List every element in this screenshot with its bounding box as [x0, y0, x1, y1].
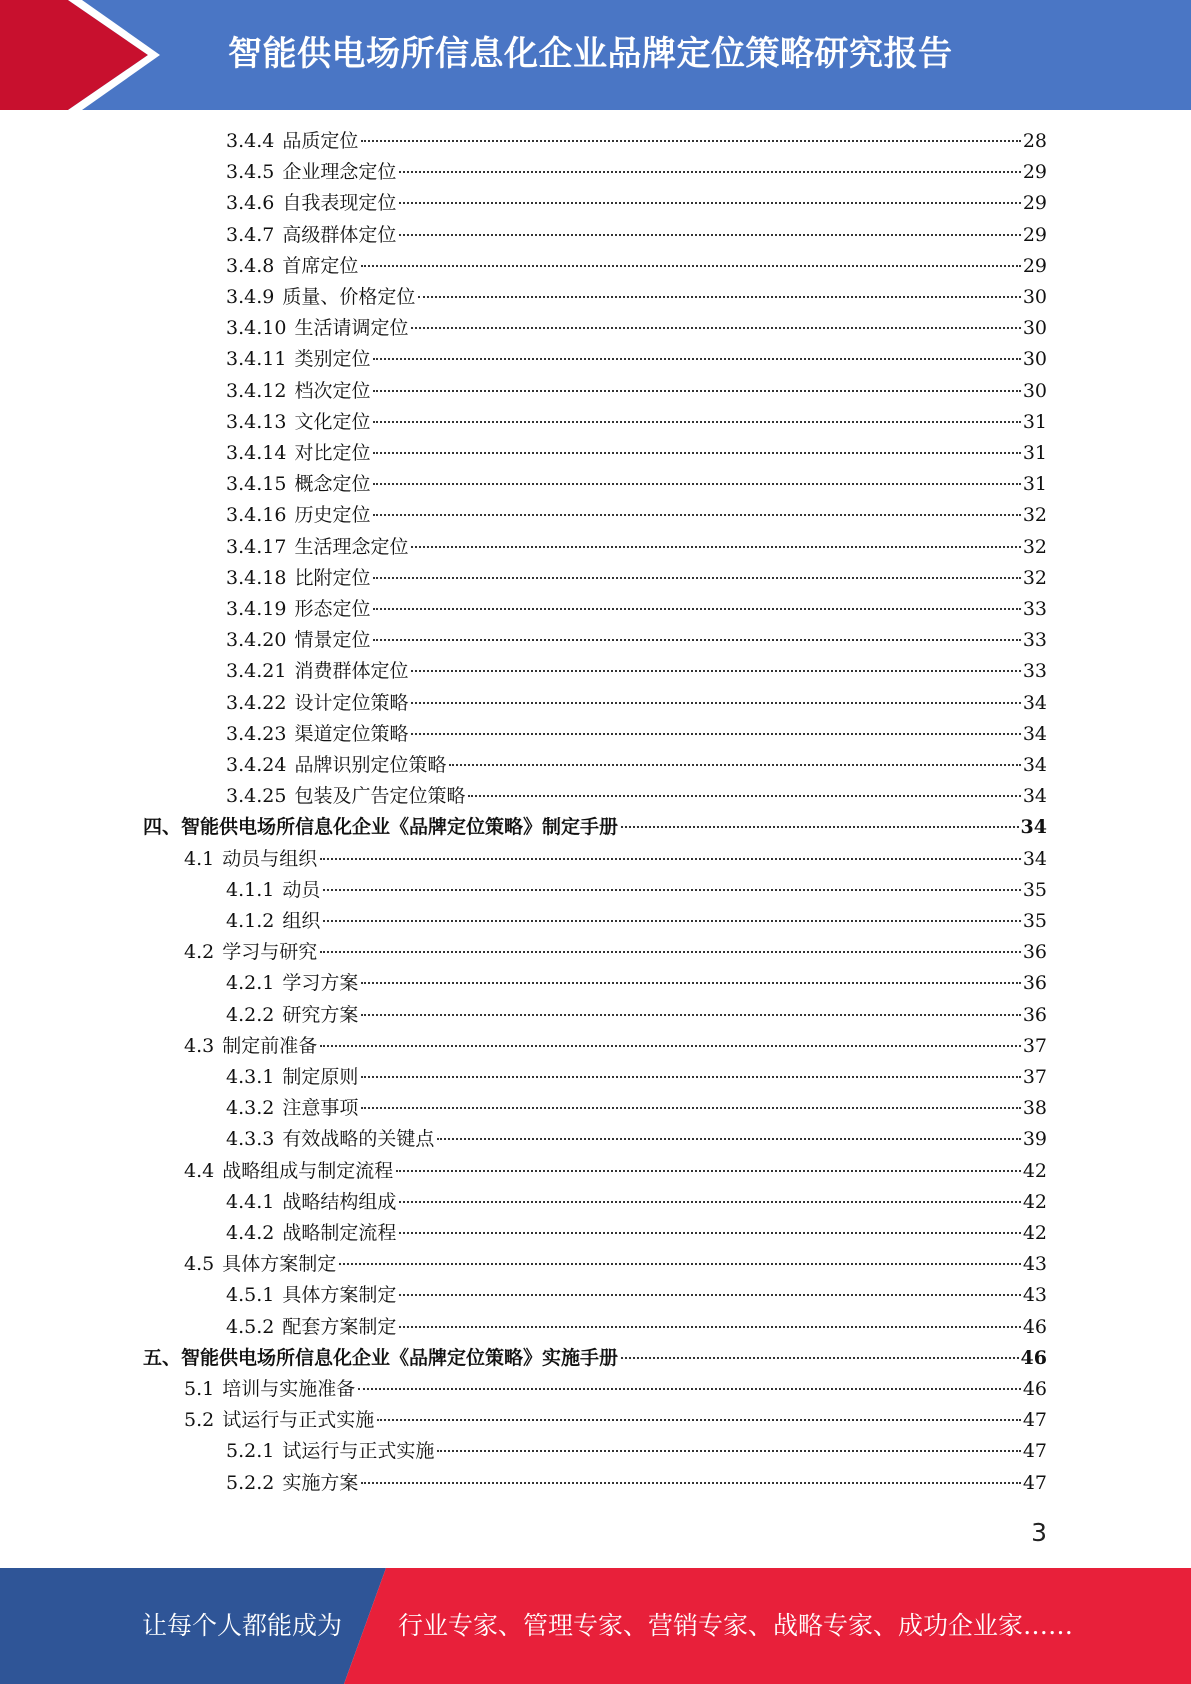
- toc-entry[interactable]: [226, 594, 1047, 625]
- toc-entry-title: 具体方案制定: [282, 1284, 397, 1307]
- toc-entry-title: 形态定位: [294, 598, 371, 620]
- header-arrow-icon: [0, 0, 160, 110]
- toc-dot-leader: [373, 608, 1020, 610]
- toc-entry[interactable]: [226, 126, 1047, 157]
- toc-entry-page: 46: [1022, 1378, 1047, 1400]
- toc-entry-page: 32: [1022, 504, 1047, 527]
- toc-dot-leader: [411, 733, 1020, 735]
- toc-entry-title: 比附定位: [294, 566, 371, 589]
- toc-entry-title: 渠道定位策略: [294, 722, 409, 745]
- toc-entry[interactable]: [226, 1187, 1047, 1218]
- toc-entry-title: 具体方案制定: [222, 1253, 337, 1276]
- toc-entry-number: 3.4.10: [226, 317, 287, 340]
- toc-entry-page: 32: [1022, 566, 1047, 589]
- toc-entry-page: 47: [1022, 1440, 1047, 1463]
- toc-entry-title: 学习与研究: [222, 941, 318, 964]
- toc-entry[interactable]: [226, 438, 1047, 469]
- toc-entry-title: 注意事项: [282, 1097, 359, 1120]
- toc-entry-title: 情景定位: [294, 629, 371, 652]
- toc-entry-page: 43: [1022, 1284, 1047, 1307]
- toc-entry-number: 3.4.4: [226, 130, 275, 152]
- toc-dot-leader: [411, 327, 1020, 329]
- toc-entry-title: 四、智能供电场所信息化企业《品牌定位策略》制定手册: [143, 816, 619, 839]
- toc-entry-number: 4.3.1: [226, 1066, 275, 1088]
- toc-entry[interactable]: [226, 1124, 1047, 1155]
- toc-entry-title: 包装及广告定位策略: [294, 785, 466, 808]
- toc-entry-number: 4.3.3: [226, 1128, 275, 1151]
- toc-dot-leader: [411, 546, 1020, 548]
- toc-entry-number: 3.4.25: [226, 785, 287, 808]
- toc-entry-page: 30: [1022, 379, 1047, 402]
- toc-dot-leader: [399, 234, 1020, 236]
- toc-entry-title: 档次定位: [294, 379, 371, 402]
- toc-entry[interactable]: [184, 1031, 1047, 1062]
- toc-entry-page: 33: [1022, 629, 1047, 652]
- toc-entry-title: 战略结构组成: [282, 1190, 397, 1213]
- toc-entry-number: 3.4.13: [226, 410, 287, 433]
- toc-entry[interactable]: [226, 1280, 1047, 1311]
- footer-slogan-left: 让每个人都能成为: [142, 1611, 343, 1640]
- toc-entry-title: 历史定位: [294, 504, 371, 527]
- toc-entry-page: 30: [1022, 286, 1047, 308]
- toc-entry-page: 34: [1022, 754, 1047, 776]
- toc-dot-leader: [358, 1388, 1021, 1390]
- toc-entry[interactable]: [184, 1249, 1047, 1280]
- toc-entry-page: 46: [1022, 1315, 1047, 1338]
- toc-entry-number: 5.2.2: [226, 1471, 275, 1494]
- toc-dot-leader: [373, 421, 1020, 423]
- toc-dot-leader: [437, 1450, 1020, 1452]
- toc-entry-title: 对比定位: [294, 442, 371, 464]
- toc-dot-leader: [468, 795, 1020, 797]
- toc-dot-leader: [373, 390, 1020, 392]
- toc-entry-page: 34: [1022, 691, 1047, 714]
- toc-dot-leader: [361, 1076, 1020, 1078]
- toc-entry[interactable]: [226, 1218, 1047, 1249]
- report-title: 智能供电场所信息化企业品牌定位策略研究报告: [228, 34, 953, 74]
- toc-entry[interactable]: [226, 1312, 1047, 1343]
- toc-entry-page: 29: [1022, 161, 1047, 184]
- toc-dot-leader: [411, 702, 1020, 704]
- toc-entry-page: 29: [1022, 254, 1047, 277]
- toc-entry[interactable]: [184, 1374, 1047, 1405]
- toc-entry[interactable]: [226, 1062, 1047, 1093]
- toc-entry-title: 类别定位: [294, 348, 371, 371]
- toc-entry[interactable]: [143, 812, 1047, 843]
- toc-dot-leader: [399, 1201, 1020, 1203]
- toc-entry[interactable]: [226, 875, 1047, 906]
- page-header: [0, 0, 1191, 110]
- toc-entry-number: 5.2: [184, 1409, 215, 1432]
- toc-entry-page: 38: [1022, 1097, 1047, 1120]
- toc-entry-page: 31: [1022, 442, 1047, 464]
- toc-dot-leader: [621, 1357, 1019, 1359]
- toc-entry[interactable]: [226, 781, 1047, 812]
- toc-entry-number: 3.4.5: [226, 161, 275, 184]
- toc-entry-number: 4.2.1: [226, 972, 275, 995]
- toc-entry-title: 文化定位: [294, 410, 371, 433]
- toc-entry-title: 配套方案制定: [282, 1315, 397, 1338]
- toc-entry-page: 30: [1022, 317, 1047, 340]
- toc-dot-leader: [320, 951, 1021, 953]
- toc-dot-leader: [437, 1138, 1020, 1140]
- toc-entry[interactable]: [226, 532, 1047, 563]
- toc-entry-page: 33: [1022, 598, 1047, 620]
- toc-entry-number: 3.4.16: [226, 504, 287, 527]
- toc-entry-page: 36: [1022, 941, 1047, 964]
- toc-entry[interactable]: [226, 344, 1047, 375]
- toc-entry[interactable]: [226, 220, 1047, 251]
- toc-dot-leader: [396, 1170, 1021, 1172]
- toc-entry-number: 3.4.24: [226, 754, 287, 776]
- toc-entry[interactable]: [143, 1343, 1047, 1374]
- toc-entry[interactable]: [226, 251, 1047, 282]
- toc-entry-title: 动员: [282, 878, 321, 901]
- toc-entry[interactable]: [226, 968, 1047, 999]
- toc-entry[interactable]: [226, 1436, 1047, 1467]
- toc-entry-page: 34: [1022, 785, 1047, 808]
- toc-entry[interactable]: [226, 688, 1047, 719]
- toc-entry-number: 3.4.19: [226, 598, 287, 620]
- toc-entry-title: 试运行与正式实施: [222, 1409, 375, 1432]
- toc-entry-page: 34: [1022, 722, 1047, 745]
- toc-entry-page: 29: [1022, 223, 1047, 246]
- toc-entry[interactable]: [184, 937, 1047, 968]
- toc-entry-number: 4.2: [184, 941, 215, 964]
- toc-entry-title: 生活理念定位: [294, 535, 409, 558]
- page-number: 3: [1031, 1518, 1047, 1547]
- toc-entry[interactable]: [226, 719, 1047, 750]
- toc-entry-page: 29: [1022, 192, 1047, 215]
- toc-entry-title: 质量、价格定位: [282, 286, 416, 308]
- toc-dot-leader: [323, 920, 1020, 922]
- toc-entry-title: 消费群体定位: [294, 660, 409, 683]
- toc-entry-title: 培训与实施准备: [222, 1378, 356, 1400]
- toc-entry-title: 学习方案: [282, 972, 359, 995]
- toc-entry-page: 32: [1022, 535, 1047, 558]
- toc-entry-title: 企业理念定位: [282, 161, 397, 184]
- toc-entry-title: 品质定位: [282, 130, 359, 152]
- toc-entry[interactable]: [226, 906, 1047, 937]
- toc-entry-number: 3.4.17: [226, 535, 287, 558]
- toc-dot-leader: [339, 1263, 1021, 1265]
- toc-dot-leader: [373, 514, 1020, 516]
- toc-entry-title: 试运行与正式实施: [282, 1440, 435, 1463]
- toc-entry-number: 4.4: [184, 1159, 215, 1182]
- toc-entry-title: 研究方案: [282, 1003, 359, 1026]
- toc-entry-title: 制定前准备: [222, 1034, 318, 1057]
- toc-dot-leader: [373, 358, 1020, 360]
- toc-entry-page: 34: [1020, 816, 1047, 839]
- toc-entry[interactable]: [226, 750, 1047, 781]
- toc-dot-leader: [373, 639, 1020, 641]
- toc-dot-leader: [399, 1326, 1020, 1328]
- toc-entry-page: 42: [1022, 1190, 1047, 1213]
- toc-entry[interactable]: [184, 1405, 1047, 1436]
- toc-entry-title: 组织: [282, 910, 321, 932]
- toc-entry-number: 3.4.12: [226, 379, 287, 402]
- toc-entry-page: 34: [1022, 847, 1047, 870]
- toc-entry-title: 有效战略的关键点: [282, 1128, 435, 1151]
- toc-entry-number: 4.4.2: [226, 1222, 275, 1244]
- toc-entry-number: 4.4.1: [226, 1190, 275, 1213]
- toc-entry-page: 31: [1022, 410, 1047, 433]
- toc-entry[interactable]: [226, 1468, 1047, 1499]
- toc-entry-number: 3.4.23: [226, 722, 287, 745]
- toc-entry-page: 36: [1022, 972, 1047, 995]
- toc-entry-number: 5.1: [184, 1378, 215, 1400]
- toc-entry-title: 设计定位策略: [294, 691, 409, 714]
- toc-entry-title: 品牌识别定位策略: [294, 754, 447, 776]
- toc-entry[interactable]: [184, 844, 1047, 875]
- toc-entry-page: 39: [1022, 1128, 1047, 1151]
- toc-entry-number: 3.4.6: [226, 192, 275, 215]
- toc-dot-leader: [361, 1014, 1020, 1016]
- toc-entry[interactable]: [226, 407, 1047, 438]
- toc-entry-page: 37: [1022, 1066, 1047, 1088]
- toc-entry-title: 战略组成与制定流程: [222, 1159, 394, 1182]
- toc-entry[interactable]: [226, 563, 1047, 594]
- toc-entry-number: 5.2.1: [226, 1440, 275, 1463]
- toc-dot-leader: [399, 1232, 1020, 1234]
- toc-entry[interactable]: [226, 188, 1047, 219]
- toc-dot-leader: [449, 764, 1020, 766]
- toc-entry-number: 4.5: [184, 1253, 215, 1276]
- toc-dot-leader: [361, 140, 1020, 142]
- toc-dot-leader: [320, 858, 1021, 860]
- toc-entry-title: 战略制定流程: [282, 1222, 397, 1244]
- toc-entry[interactable]: [184, 1156, 1047, 1187]
- toc-dot-leader: [361, 265, 1020, 267]
- toc-dot-leader: [323, 889, 1020, 891]
- toc-entry-page: 42: [1022, 1159, 1047, 1182]
- toc-entry-number: 3.4.21: [226, 660, 287, 683]
- toc-entry-page: 36: [1022, 1003, 1047, 1026]
- toc-entry-title: 实施方案: [282, 1471, 359, 1494]
- toc-dot-leader: [361, 1482, 1020, 1484]
- toc-entry-number: 4.1.1: [226, 878, 275, 901]
- toc-entry-number: 4.3.2: [226, 1097, 275, 1120]
- toc-entry[interactable]: [226, 500, 1047, 531]
- toc-dot-leader: [373, 483, 1020, 485]
- toc-dot-leader: [621, 826, 1019, 828]
- toc-entry-title: 概念定位: [294, 473, 371, 496]
- toc-entry[interactable]: [226, 282, 1047, 313]
- toc-entry-page: 35: [1022, 910, 1047, 932]
- toc-entry-page: 35: [1022, 878, 1047, 901]
- toc-entry-page: 33: [1022, 660, 1047, 683]
- toc-entry-number: 3.4.20: [226, 629, 287, 652]
- toc-entry[interactable]: [226, 376, 1047, 407]
- toc-entry-number: 4.2.2: [226, 1003, 275, 1026]
- toc-entry-number: 3.4.18: [226, 566, 287, 589]
- toc-entry-number: 3.4.7: [226, 223, 275, 246]
- page-footer: [0, 1568, 1191, 1684]
- toc-entry[interactable]: [226, 1093, 1047, 1124]
- toc-entry-number: 4.1.2: [226, 910, 275, 932]
- toc-dot-leader: [361, 982, 1020, 984]
- toc-entry-page: 43: [1022, 1253, 1047, 1276]
- toc-entry-page: 47: [1022, 1471, 1047, 1494]
- toc-entry[interactable]: [226, 625, 1047, 656]
- toc-entry-title: 首席定位: [282, 254, 359, 277]
- toc-entry-page: 37: [1022, 1034, 1047, 1057]
- toc-entry-number: 3.4.9: [226, 286, 275, 308]
- toc-dot-leader: [418, 296, 1020, 298]
- toc-entry-page: 30: [1022, 348, 1047, 371]
- toc-dot-leader: [399, 202, 1020, 204]
- toc-entry[interactable]: [226, 313, 1047, 344]
- toc-dot-leader: [411, 670, 1020, 672]
- toc-entry-page: 31: [1022, 473, 1047, 496]
- toc-entry-title: 五、智能供电场所信息化企业《品牌定位策略》实施手册: [143, 1346, 619, 1369]
- toc-entry-page: 46: [1020, 1346, 1047, 1369]
- toc-entry-title: 生活请调定位: [294, 317, 409, 340]
- toc-entry[interactable]: [226, 1000, 1047, 1031]
- toc-entry-number: 3.4.15: [226, 473, 287, 496]
- toc-dot-leader: [320, 1045, 1021, 1047]
- toc-entry-title: 动员与组织: [222, 847, 318, 870]
- toc-entry-number: 4.1: [184, 847, 215, 870]
- toc-entry-title: 高级群体定位: [282, 223, 397, 246]
- toc-dot-leader: [399, 171, 1020, 173]
- footer-slogan-right: 行业专家、管理专家、营销专家、战略专家、成功企业家……: [398, 1611, 1074, 1640]
- toc-entry-title: 制定原则: [282, 1066, 359, 1088]
- toc-entry[interactable]: [226, 469, 1047, 500]
- toc-entry-page: 42: [1022, 1222, 1047, 1244]
- toc-dot-leader: [361, 1107, 1020, 1109]
- toc-entry-number: 3.4.11: [226, 348, 287, 371]
- toc-entry[interactable]: [226, 656, 1047, 687]
- toc-entry-number: 3.4.22: [226, 691, 287, 714]
- toc-entry-title: 自我表现定位: [282, 192, 397, 215]
- toc-dot-leader: [373, 577, 1020, 579]
- toc-entry-number: 4.5.1: [226, 1284, 275, 1307]
- toc-dot-leader: [373, 452, 1020, 454]
- toc-entry[interactable]: [226, 157, 1047, 188]
- toc-entry-page: 28: [1022, 130, 1047, 152]
- toc-dot-leader: [399, 1294, 1020, 1296]
- toc-entry-number: 4.3: [184, 1034, 215, 1057]
- toc-dot-leader: [377, 1419, 1021, 1421]
- toc-entry-page: 47: [1022, 1409, 1047, 1432]
- toc-entry-number: 3.4.14: [226, 442, 287, 464]
- toc-entry-number: 4.5.2: [226, 1315, 275, 1338]
- toc-entry-number: 3.4.8: [226, 254, 275, 277]
